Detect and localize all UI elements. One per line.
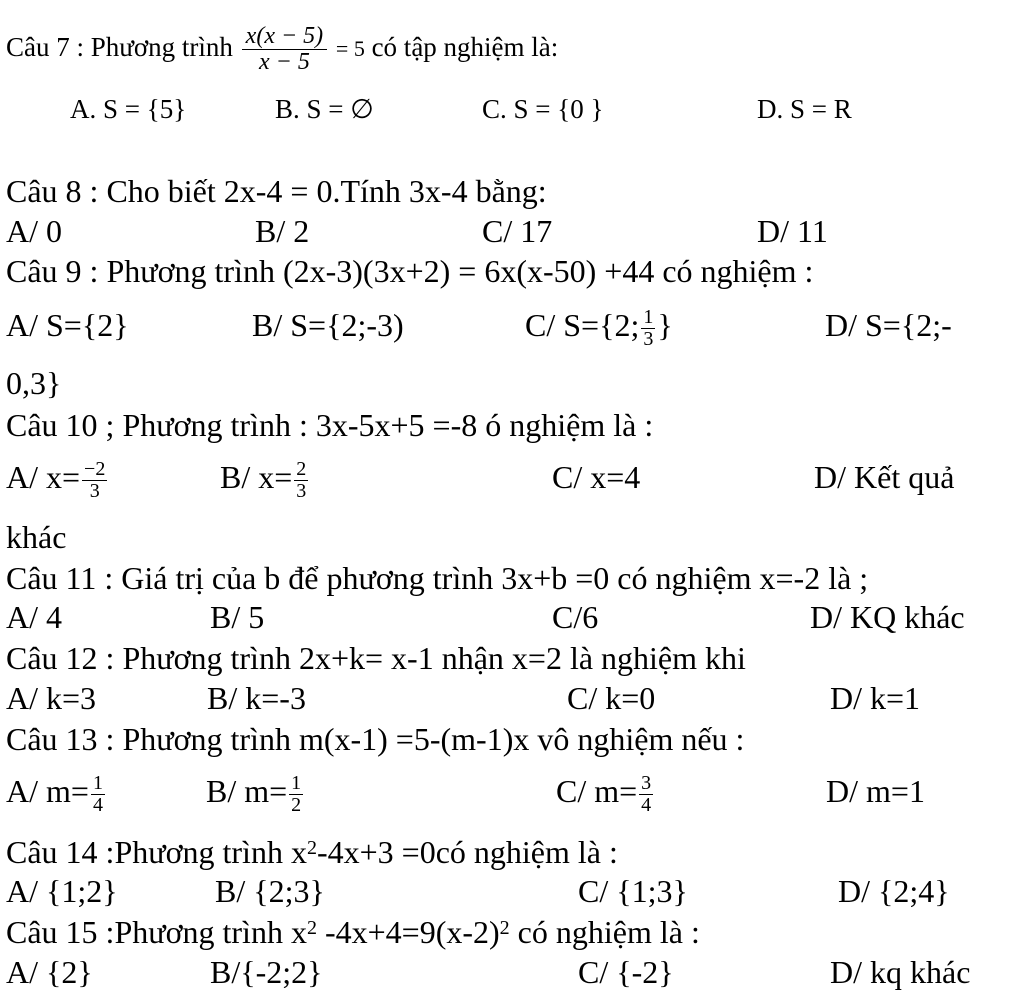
question-10-option-a	[6, 458, 109, 502]
question-14-option-a: A/ {1;2}	[6, 873, 118, 909]
question-11: Câu 11 : Giá trị của b để phương trình 3x+b =0 có nghiệm x=-2 là ;	[6, 560, 869, 596]
fraction-numerator: x(x − 5)	[242, 24, 327, 50]
question-8-option-c: C/ 17	[482, 213, 553, 249]
question-7-option-b: B. S = ∅	[275, 94, 374, 124]
fraction-numerator: 1	[291, 772, 302, 795]
question-9: Câu 9 : Phương trình (2x-3)(3x+2) = 6x(x-50) +44 có nghiệm :	[6, 253, 814, 289]
question-11-option-a: A/ 4	[6, 599, 62, 635]
question-14	[6, 833, 618, 871]
question-12-option-b: B/ k=-3	[207, 680, 306, 716]
question-9-option-c	[525, 306, 673, 350]
question-8-option-d: D/ 11	[757, 213, 828, 249]
option-c-fraction	[641, 307, 655, 350]
fraction-denominator: 2	[291, 794, 302, 817]
question-10-option-d: D/ Kết quả	[814, 459, 955, 495]
fraction-denominator: 3	[296, 480, 307, 503]
question-15-text-b: -4x+4=9(x-2)	[316, 914, 500, 950]
question-14-option-c: C/ {1;3}	[578, 873, 688, 909]
question-11-option-d: D/ KQ khác	[810, 599, 965, 635]
fraction-denominator: 4	[92, 794, 103, 817]
question-9-option-a: A/ S={2}	[6, 307, 129, 343]
question-14-option-d: D/ {2;4}	[838, 873, 950, 909]
question-7-prefix: Câu 7 : Phương trình	[6, 31, 233, 62]
question-14-option-b: B/ {2;3}	[215, 873, 325, 909]
question-15-option-b: B/{-2;2}	[210, 954, 323, 990]
fraction-denominator: 4	[641, 794, 652, 817]
question-7-option-a: A. S = {5}	[70, 94, 187, 124]
option-c-fraction	[639, 773, 653, 816]
question-10-option-c: C/ x=4	[552, 459, 641, 495]
question-15-superscript-1: 2	[306, 917, 317, 939]
option-b-fraction	[289, 773, 303, 816]
option-b-prefix: B/ m=	[206, 773, 288, 809]
fraction-numerator: −2	[84, 458, 106, 481]
question-13: Câu 13 : Phương trình m(x-1) =5-(m-1)x vô nghiệm nếu :	[6, 721, 745, 757]
question-15-text-c: có nghiệm là :	[509, 914, 700, 950]
option-a-prefix: A/ m=	[6, 773, 89, 809]
question-13-option-a	[6, 772, 107, 816]
question-8: Câu 8 : Cho biết 2x-4 = 0.Tính 3x-4 bằng:	[6, 173, 547, 209]
fraction-denominator: 3	[89, 480, 100, 503]
fraction-denominator: x − 5	[258, 49, 310, 76]
question-10: Câu 10 ; Phương trình : 3x-5x+5 =-8 ó nghiệm là :	[6, 407, 654, 443]
question-7-fraction	[242, 24, 327, 75]
question-14-text-b: -4x+3 =0có nghiệm là :	[316, 834, 618, 870]
question-12-option-d: D/ k=1	[830, 680, 921, 716]
fraction-numerator: 3	[641, 772, 652, 795]
question-11-option-c: C/6	[552, 599, 599, 635]
question-7-option-d: D. S = R	[757, 94, 852, 124]
question-15-text-a: Câu 15 :Phương trình x	[6, 914, 307, 950]
question-15-option-c: C/ {-2}	[578, 954, 674, 990]
question-13-option-b	[206, 772, 305, 816]
question-13-option-d: D/ m=1	[826, 773, 925, 809]
question-10-option-d-wrap: khác	[6, 519, 67, 555]
fraction-numerator: 1	[643, 306, 654, 329]
option-a-fraction	[91, 773, 105, 816]
question-7-suffix: có tập nghiệm là:	[371, 31, 559, 62]
question-10-option-b	[220, 458, 310, 502]
option-b-prefix: B/ x=	[220, 459, 293, 495]
fraction-denominator: 3	[643, 328, 654, 351]
question-14-superscript: 2	[306, 837, 317, 859]
question-15	[6, 913, 700, 951]
question-12: Câu 12 : Phương trình 2x+k= x-1 nhận x=2 là nghiệm khi	[6, 640, 746, 676]
question-13-option-c	[556, 772, 655, 816]
question-8-option-b: B/ 2	[255, 213, 310, 249]
question-12-option-c: C/ k=0	[567, 680, 656, 716]
option-c-prefix: C/ m=	[556, 773, 638, 809]
question-7-equals: = 5	[335, 35, 365, 61]
option-a-fraction	[82, 459, 107, 502]
question-7	[6, 24, 558, 75]
question-15-option-d: D/ kq khác	[830, 954, 971, 990]
question-9-option-d: D/ S={2;-	[825, 307, 952, 343]
question-12-option-a: A/ k=3	[6, 680, 97, 716]
option-c-prefix: C/ S={2;	[525, 307, 640, 343]
question-15-option-a: A/ {2}	[6, 954, 93, 990]
question-11-option-b: B/ 5	[210, 599, 265, 635]
fraction-numerator: 1	[92, 772, 103, 795]
question-9-option-b: B/ S={2;-3)	[252, 307, 404, 343]
question-8-option-a: A/ 0	[6, 213, 62, 249]
question-14-text-a: Câu 14 :Phương trình x	[6, 834, 307, 870]
fraction-numerator: 2	[296, 458, 307, 481]
option-a-prefix: A/ x=	[6, 459, 81, 495]
question-15-superscript-2: 2	[499, 917, 510, 939]
question-7-option-c: C. S = {0 }	[482, 94, 604, 124]
question-9-option-d-wrap: 0,3}	[6, 365, 62, 401]
option-c-suffix: }	[657, 307, 673, 343]
option-b-fraction	[294, 459, 308, 502]
